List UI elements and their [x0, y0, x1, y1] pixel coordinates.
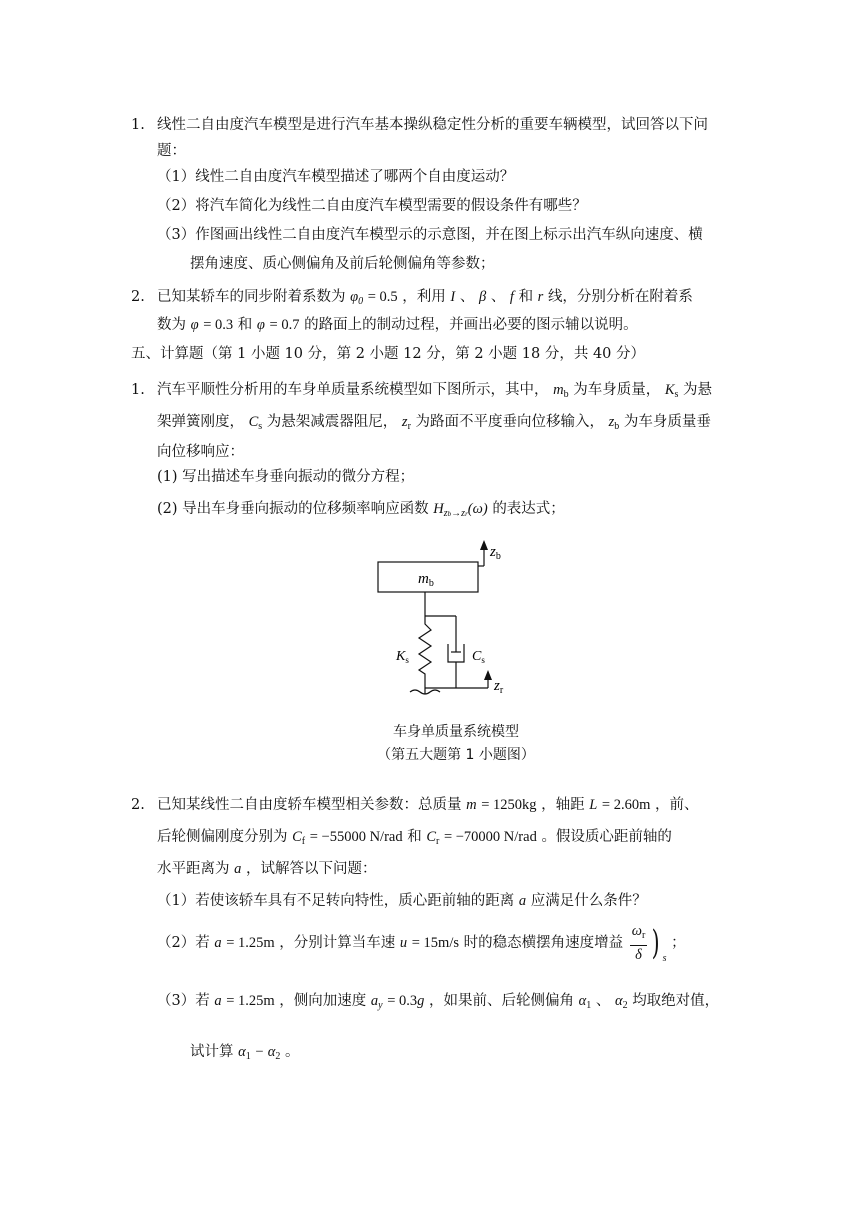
q2-text: ，利用: [402, 289, 446, 305]
c1-text: 为悬: [683, 382, 712, 398]
alpha1-symbol: $\alpha_1$: [578, 993, 592, 1011]
beta-line-symbol: β: [478, 289, 487, 305]
cf-symbol: $C_f$: [292, 829, 306, 847]
c2-text: 。: [285, 1044, 300, 1060]
ay-symbol: $a_y$: [370, 993, 383, 1011]
c2-line2: [157, 827, 672, 852]
zr-label: $z_r$: [494, 678, 504, 696]
mass-label: $m_b$: [418, 571, 434, 589]
q1-sub2: （2）将汽车简化为线性二自由度汽车模型需要的假设条件有哪些？: [157, 198, 587, 214]
phi-symbol: φ: [256, 317, 265, 333]
zb-symbol: $z_b$: [608, 414, 620, 432]
c2-text: 均取绝对值，: [632, 993, 720, 1009]
phi0-symbol: $\varphi_0$: [350, 289, 364, 307]
c2-text: （2）若: [157, 935, 210, 951]
c2-text: 时的稳态横摆角速度增益: [463, 935, 624, 951]
c2-text: ，试解答以下问题：: [245, 861, 377, 877]
q2-text: 的路面上的制动过程，并画出必要的图示辅以说明。: [304, 317, 638, 333]
c1-text: 为悬架减震器阻尼，: [266, 414, 398, 430]
c2-text: ，轴距: [541, 797, 585, 813]
q2-line2: [157, 315, 638, 335]
q2-sep: 、: [459, 289, 475, 305]
c1-text: 汽车平顺性分析用的车身单质量系统模型如下图所示，其中，: [157, 382, 549, 398]
phi-symbol: φ: [190, 317, 199, 333]
c1-line2: [157, 412, 711, 437]
c2-text: （3）若: [157, 993, 210, 1009]
q2-text: 线，分别分析在附着系: [547, 289, 693, 305]
c2-text: 。假设质心距前轴的: [541, 829, 672, 845]
c2-text: ，分别计算当车速: [279, 935, 396, 951]
q1-sub3-line2: 摆角速度、质心侧偏角及前后轮侧偏角等参数；: [190, 256, 495, 272]
c2-sub3-line1: （3）若 a = 1.25m ，侧向加速度 $a_y = 0.3g$ ，如果前、后轮侧偏角 $\alpha_1$ 、 $\alpha_2$ 均取绝对值，: [157, 993, 720, 1011]
c2-sub1: [157, 891, 647, 911]
speed-value: = 15m/s: [411, 935, 460, 951]
ay-value: = 0.3: [387, 993, 418, 1009]
alpha-difference: $\alpha_1 - \alpha_2$: [238, 1044, 281, 1062]
f-line-symbol: f: [509, 289, 514, 305]
quarter-car-model-figure: [370, 538, 530, 718]
damper-label: $C_s$: [472, 649, 485, 665]
q2-number: 2.: [131, 289, 145, 305]
c1-text: 为车身质量，: [573, 382, 661, 398]
c2-sub3-line2: [190, 1042, 300, 1067]
a-value: = 1.25m: [226, 935, 275, 951]
c2-text: ，前、: [655, 797, 699, 813]
c1-sub2: [157, 499, 565, 524]
q2-text: 和: [237, 317, 253, 333]
r-line-symbol: r: [537, 289, 544, 305]
spring-label: $K_s$: [396, 649, 409, 665]
c2-sep: 、: [595, 993, 611, 1009]
phi-value-1: = 0.3: [203, 317, 234, 333]
a-symbol: a: [234, 861, 242, 877]
zr-symbol: $z_r$: [401, 414, 411, 432]
c2-text: 和: [407, 829, 422, 845]
gain-bracket: ): [651, 923, 660, 963]
c2-line3: [157, 859, 376, 879]
m-symbol: m: [466, 797, 477, 813]
q2-text: 和: [518, 289, 534, 305]
q1-number: 1.: [131, 117, 145, 133]
mb-symbol: $m_b$: [553, 382, 569, 400]
q2-text: 已知某轿车的同步附着系数为: [157, 289, 346, 305]
q2-text: 数为: [157, 317, 186, 333]
a-symbol: a: [518, 893, 527, 909]
c2-text: ，侧向加速度: [279, 993, 367, 1009]
c2-line1: [157, 795, 699, 815]
figure-caption-title: 车身单质量系统模型: [393, 724, 519, 740]
c1-text: 为车身质量垂: [623, 414, 711, 430]
cf-value: = −55000 N/rad: [309, 829, 403, 845]
q2-sep: 、: [490, 289, 506, 305]
q1-sub3-line1: （3）作图画出线性二自由度汽车模型示的示意图，并在图上标示出汽车纵向速度、横: [157, 227, 703, 243]
c2-number: 2.: [131, 797, 145, 813]
alpha2-symbol: $\alpha_2$: [614, 993, 628, 1011]
phi-value-2: = 0.7: [269, 317, 300, 333]
frf-symbol: $H_{zb\to zr}(\omega)$: [433, 501, 488, 519]
c2-text: 后轮侧偏刚度分别为: [157, 829, 288, 845]
section-5-heading: 五、计算题（第 1 小题 10 分，第 2 小题 12 分，第 2 小题 18 分，共 40 分）: [131, 346, 646, 362]
wheelbase-value: = 2.60m: [601, 797, 651, 813]
cr-symbol: $C_r$: [426, 829, 440, 847]
figure-caption-subtitle: （第五大题第 1 小题图）: [377, 747, 535, 763]
q1-sub1: （1）线性二自由度汽车模型描述了哪两个自由度运动？: [157, 169, 515, 185]
a-value: = 1.25m: [226, 993, 275, 1009]
c2-text: 已知某线性二自由度轿车模型相关参数：总质量: [157, 797, 462, 813]
q1-stem-line2: 题：: [157, 143, 186, 159]
c2-sub2: （2）若 a = 1.25m ，分别计算当车速 u = 15m/s 时的稳态横摆角速度增益 $\frac{\omega_r}{\delta}$ ) $_s$ ；: [157, 923, 686, 964]
yaw-rate-gain-fraction: $\frac{\omega_r}{\delta}$: [631, 923, 646, 963]
c2-text: 试计算: [190, 1044, 234, 1060]
c1-text: 的表达式；: [492, 501, 565, 517]
c2-text: ；: [671, 935, 686, 951]
cs-symbol: $C_s$: [248, 414, 263, 432]
a-symbol: a: [214, 993, 222, 1009]
a-symbol: a: [214, 935, 222, 951]
mass-value: = 1250kg: [481, 797, 537, 813]
ks-symbol: $K_s$: [664, 382, 679, 400]
c1-text: 架弹簧刚度，: [157, 414, 244, 430]
u-symbol: u: [399, 935, 408, 951]
phi0-value: = 0.5: [367, 289, 398, 305]
q1-stem-line1: 线性二自由度汽车模型是进行汽车基本操纵稳定性分析的重要车辆模型，试回答以下问: [157, 117, 708, 133]
c1-text: 为路面不平度垂向位移输入，: [415, 414, 605, 430]
c1-number: 1.: [131, 382, 145, 398]
c2-text: （1）若使该轿车具有不足转向特性，质心距前轴的距离: [157, 893, 515, 909]
l-symbol: L: [589, 797, 598, 813]
c2-text: 应满足什么条件？: [530, 893, 647, 909]
c1-text: (2) 导出车身垂向振动的位移频率响应函数: [157, 501, 429, 517]
c1-line3: 向位移响应：: [157, 444, 244, 460]
zb-label: $z_b$: [490, 544, 501, 562]
c1-line1: [157, 380, 712, 405]
c2-text: ，如果前、后轮侧偏角: [429, 993, 574, 1009]
c2-text: 水平距离为: [157, 861, 230, 877]
cr-value: = −70000 N/rad: [443, 829, 537, 845]
c1-sub1: (1) 写出描述车身垂向振动的微分方程；: [157, 469, 415, 485]
spring-icon: [419, 616, 431, 688]
q2-line1: [157, 287, 693, 312]
i-line-symbol: I: [450, 289, 456, 305]
